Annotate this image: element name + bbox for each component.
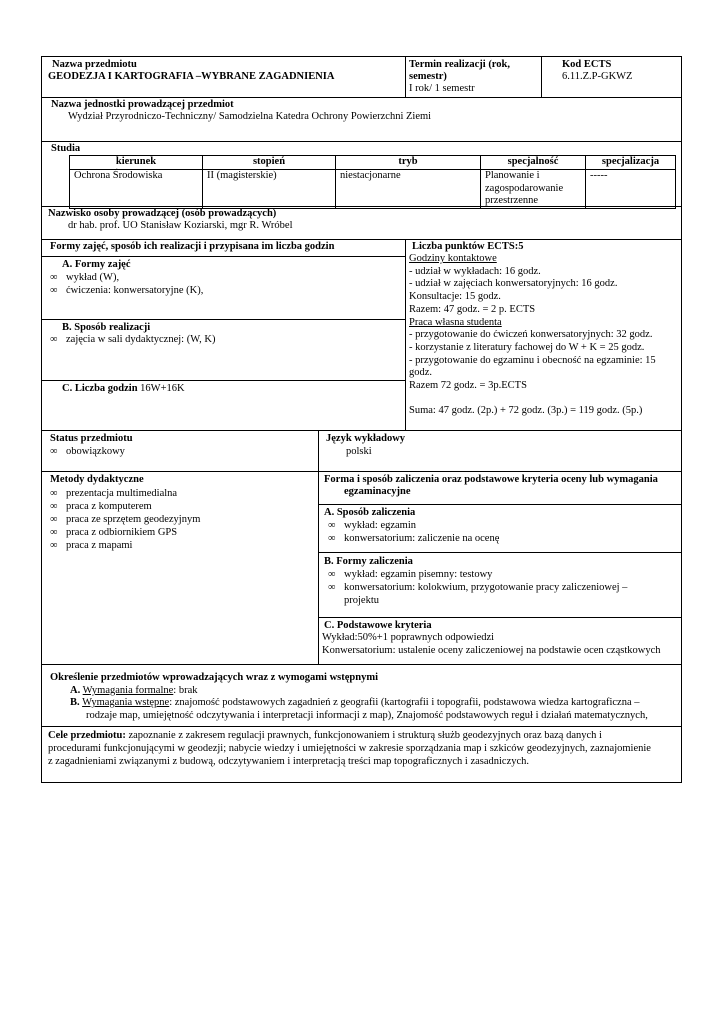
assessment-b-item: ∞ konwersatorium: kolokwium, przygotowanie pracy zaliczeniowej – [328, 582, 628, 593]
language-value: polski [346, 446, 372, 457]
goals-label: Cele przedmiotu: [48, 730, 126, 741]
bullet-icon: ∞ [50, 501, 58, 512]
language-label: Język wykładowy [326, 433, 406, 444]
method-item: ∞ praca z komputerem [50, 501, 152, 512]
subject-value: GEODEZJA I KARTOGRAFIA –WYBRANE ZAGADNIENIA [48, 71, 335, 82]
term-label-1: Termin realizacji (rok, [409, 59, 510, 70]
prereq-b-cont: rodzaje map, umiejętność odczytywania i interpretacji informacji z map), Znajomość podstawowych reguł i działań matematycznych, [86, 710, 648, 721]
studia-cell-specjalizacja: ----- [586, 169, 676, 208]
forms-a-title: A. Formy zajęć [62, 259, 131, 270]
bullet-icon: ∞ [50, 285, 58, 296]
bullet-icon: ∞ [328, 582, 336, 593]
bullet-icon: ∞ [50, 272, 58, 283]
own-work-line: - korzystanie z literatury fachowej do W + K = 25 godz. [409, 341, 645, 353]
assessment-a-item: ∞ wykład: egzamin [328, 520, 417, 531]
method-item: ∞ praca z mapami [50, 540, 133, 551]
forms-a-item-1: ∞ wykład (W), [50, 272, 120, 283]
method-item: ∞ praca ze sprzętem geodezyjnym [50, 514, 201, 525]
studia-header-specjalizacja: specjalizacja [586, 156, 676, 170]
ects-value: 6.11.Z.P-GKWZ [562, 71, 633, 82]
studia-cell-stopien: II (magisterskie) [203, 169, 336, 208]
prereq-a-label: Wymagania formalne [82, 685, 174, 696]
method-item: ∞ prezentacja multimedialna [50, 488, 178, 499]
assessment-title-1: Forma i sposób zaliczenia oraz podstawowe kryteria oceny lub wymagania [324, 474, 658, 485]
bullet-icon: ∞ [328, 569, 336, 580]
bullet-icon: ∞ [50, 514, 58, 525]
bullet-icon: ∞ [50, 540, 58, 551]
method-item: ∞ praca z odbiornikiem GPS [50, 527, 178, 538]
ects-points-title: Liczba punktów ECTS:5 [412, 241, 524, 252]
studia-header-stopien: stopień [203, 156, 336, 170]
assessment-a-item: ∞ konwersatorium: zaliczenie na ocenę [328, 533, 500, 544]
subject-label: Nazwa przedmiotu [52, 59, 137, 70]
forms-b-title: B. Sposób realizacji [62, 322, 151, 333]
goals-line-1: Cele przedmiotu: zapoznanie z zakresem regulacji prawnych, funkcjonowaniem i strukturą służb geodezyjnych oraz bazą danych i [48, 730, 602, 741]
own-work-line: godz. [409, 367, 433, 379]
forms-a-item-2: ∞ ćwiczenia: konwersatoryjne (K), [50, 285, 204, 296]
bullet-icon: ∞ [50, 527, 58, 538]
assessment-b-title: B. Formy zaliczenia [324, 556, 413, 567]
assessment-title-2: egzaminacyjne [344, 486, 411, 497]
bullet-icon: ∞ [50, 334, 58, 345]
term-label-2: semestr) [409, 71, 447, 82]
own-work-line: - przygotowanie do ćwiczeń konwersatoryjnych: 32 godz. [409, 329, 653, 341]
assessment-b-item: ∞ wykład: egzamin pisemny: testowy [328, 569, 493, 580]
assessment-b-item-cont: projektu [344, 595, 379, 606]
bullet-icon: ∞ [50, 488, 58, 499]
goals-line-2: procedurami funkcjonującymi w geodezji; nabycie wiedzy i umiejętności w zakresie sporządzania map i szkiców geodezyjnych, zaznajomienie [48, 743, 651, 754]
forms-title: Formy zajęć, sposób ich realizacji i przypisana im liczba godzin [50, 241, 335, 252]
prereq-b-label: Wymagania wstępne [82, 697, 170, 708]
status-value: ∞ obowiązkowy [50, 446, 125, 457]
term-value: I rok/ 1 semestr [409, 83, 475, 94]
studia-cell-tryb: niestacjonarne [336, 169, 481, 208]
contact-line: - udział w wykładach: 16 godz. [409, 265, 541, 277]
forms-c-value: 16W+16K [140, 383, 185, 394]
studia-header-kierunek: kierunek [70, 156, 203, 170]
ects-label: Kod ECTS [562, 59, 612, 70]
studia-header-specjalnosc: specjalność [481, 156, 586, 170]
methods-label: Metody dydaktyczne [50, 474, 144, 485]
own-work-line: Razem 72 godz. = 3p.ECTS [409, 380, 527, 392]
contact-line: Konsultacje: 15 godz. [409, 291, 501, 303]
own-work-heading: Praca własna studenta [409, 316, 502, 328]
bullet-icon: ∞ [50, 446, 58, 457]
status-label: Status przedmiotu [50, 433, 133, 444]
assessment-c-line: Konwersatorium: ustalenie oceny zaliczeniowej na podstawie ocen cząstkowych [322, 645, 661, 656]
goals-line-3: z zagadnieniami związanymi z budową, odczytywaniem i interpretacją treści map topograficznych i zasadniczych. [48, 756, 530, 767]
assessment-c-line: Wykład:50%+1 poprawnych odpowiedzi [322, 632, 495, 643]
prereq-a: A. Wymagania formalne: brak [70, 685, 198, 696]
unit-label: Nazwa jednostki prowadzącej przedmiot [51, 99, 234, 110]
own-work-line: - przygotowanie do egzaminu i obecność na egzaminie: 15 [409, 354, 656, 366]
studia-header-tryb: tryb [336, 156, 481, 170]
forms-c-title: C. Liczba godzin [62, 383, 138, 394]
prereq-title: Określenie przedmiotów wprowadzających wraz z wymogami wstępnymi [50, 672, 378, 683]
contact-line: Razem: 47 godz. = 2 p. ECTS [409, 303, 536, 315]
bullet-icon: ∞ [328, 533, 336, 544]
unit-value: Wydział Przyrodniczo-Techniczny/ Samodzielna Katedra Ochrony Powierzchni Ziemi [68, 111, 432, 122]
teacher-value: dr hab. prof. UO Stanisław Koziarski, mgr R. Wróbel [68, 220, 293, 231]
assessment-c-title: C. Podstawowe kryteria [324, 620, 432, 631]
contact-heading: Godziny kontaktowe [409, 253, 497, 264]
studia-label: Studia [51, 143, 81, 154]
studia-cell-kierunek: Ochrona Środowiska [70, 169, 203, 208]
assessment-a-title: A. Sposób zaliczenia [324, 507, 416, 518]
contact-line: - udział w zajęciach konwersatoryjnych: 16 godz. [409, 278, 618, 290]
studia-table [69, 155, 676, 209]
bullet-icon: ∞ [328, 520, 336, 531]
prereq-b: B. Wymagania wstępne: znajomość podstawowych zagadnień z geografii (kartografii i topografii, podstawowa wiedza kartograficzna – [70, 697, 640, 708]
teacher-label: Nazwisko osoby prowadzącej (osób prowadzących) [48, 208, 277, 219]
methods-list [50, 487, 200, 552]
forms-b-item-1: ∞ zajęcia w sali dydaktycznej: (W, K) [50, 334, 216, 345]
forms-c [62, 383, 185, 396]
ects-points-body [409, 253, 679, 417]
ects-sum: Suma: 47 godz. (2p.) + 72 godz. (3p.) = 119 godz. (5p.) [409, 404, 643, 416]
studia-cell-specjalnosc: Planowanie i zagospodarowanie przestrzenne [481, 169, 586, 208]
